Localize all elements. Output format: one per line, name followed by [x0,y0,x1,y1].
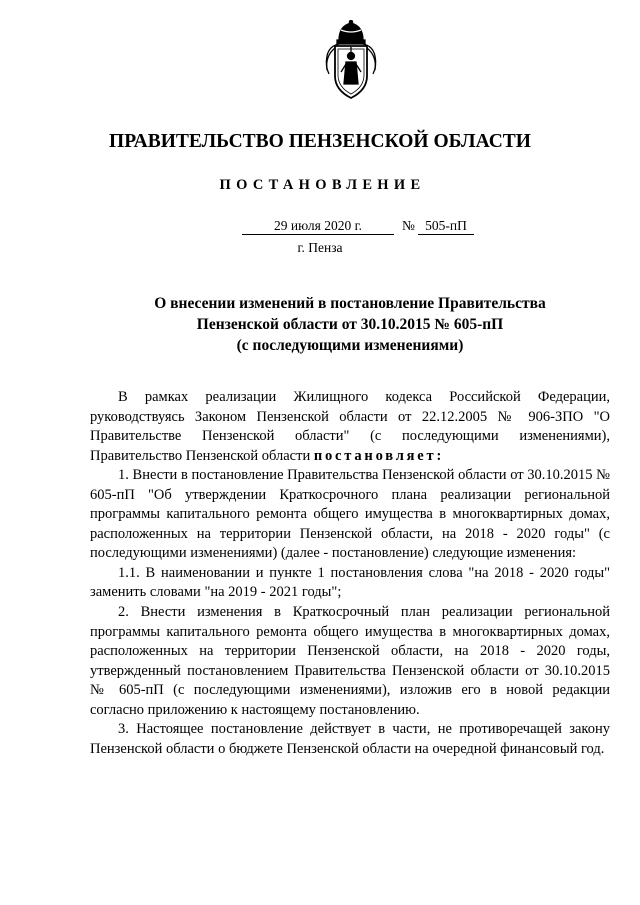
document-body [90,388,610,759]
city-label: г. Пенза [297,240,343,255]
item-1-paragraph: 1. Внести в постановление Правительства Пензенской области от 30.10.2015 № 605-пП "Об утверждении Краткосрочного плана реализации региональной программы капитального ремонта общего имущества в многоквартирных домах, расположенных на территории Пензенской области, на 2018 - 2020 годы" (с последующими изменениями) (далее - постановление) следующие изменения: [90,467,610,562]
item-2-paragraph: 2. Внести изменения в Краткосрочный план реализации региональной программы капитального ремонта общего имущества в многоквартирных домах, расположенных на территории Пензенской области, на 2018 - 2020 годы, утвержденный постановлением Правительства Пензенской области от 30.10.2015 № 605-пП (с последующими изменениями), изложив его в новой редакции согласно приложению к настоящему постановлению. [90,604,610,718]
document-title-line: (с последующими изменениями) [236,337,464,354]
organization-title: ПРАВИТЕЛЬСТВО ПЕНЗЕНСКОЙ ОБЛАСТИ [109,131,531,152]
document-date: 29 июля 2020 г. [242,218,394,235]
document-number: 505-пП [418,218,474,235]
number-sign: № [402,218,415,233]
decree-word: постановляет: [313,447,445,464]
document-title-line: Пензенской области от 30.10.2015 № 605-пП [196,316,504,333]
document-type: ПОСТАНОВЛЕНИЕ [219,177,426,193]
item-1-1-paragraph: 1.1. В наименовании и пункте 1 постановления слова "на 2018 - 2020 годы" заменить словами "на 2019 - 2021 годы"; [90,564,610,601]
item-3-paragraph: 3. Настоящее постановление действует в части, не противоречащей закону Пензенской области о бюджете Пензенской области на очередной финансовый год. [90,721,610,757]
preamble-text: В рамках реализации Жилищного кодекса Российской Федерации, руководствуясь Законом Пензенской области от 22.12.2005 № 906-ЗПО "О Правительстве Пензенской области" (с последующими изменениями), Правительство Пензенской области [90,389,610,464]
coat-of-arms-emblem [319,20,383,102]
document-title [90,293,610,356]
document-title-line: О внесении изменений в постановление Правительства [154,295,546,312]
preamble-paragraph [90,388,610,466]
